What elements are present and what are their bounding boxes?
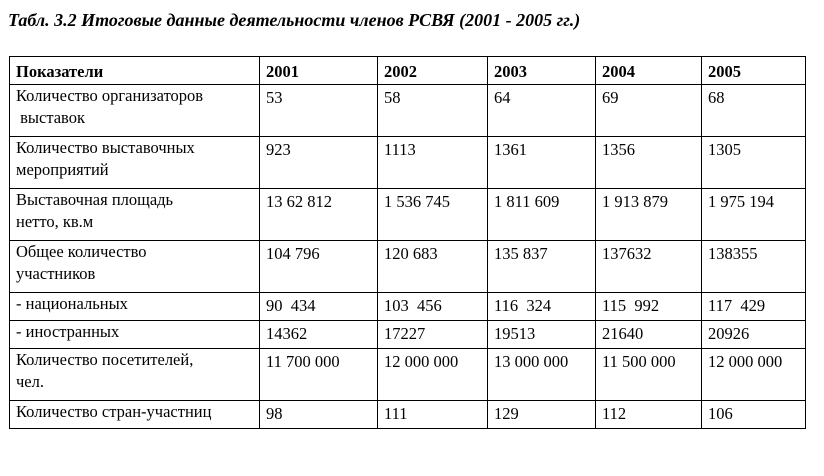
table-cell: 135 837 bbox=[488, 241, 596, 293]
table-cell: 137632 bbox=[596, 241, 702, 293]
table-cell: 1 975 194 bbox=[702, 189, 806, 241]
table-cell: 923 bbox=[260, 137, 378, 189]
table-row bbox=[10, 321, 806, 349]
table-row bbox=[10, 401, 806, 429]
data-table bbox=[9, 56, 806, 429]
table-row bbox=[10, 293, 806, 321]
column-header: 2003 bbox=[488, 57, 596, 85]
table-cell: 111 bbox=[378, 401, 488, 429]
table-cell: 12 000 000 bbox=[702, 349, 806, 401]
table-cell: 1 913 879 bbox=[596, 189, 702, 241]
column-header: 2004 bbox=[596, 57, 702, 85]
table-row bbox=[10, 189, 806, 241]
table-row bbox=[10, 349, 806, 401]
table-cell: 58 bbox=[378, 85, 488, 137]
table-cell: 12 000 000 bbox=[378, 349, 488, 401]
row-label: Общее количество участников bbox=[10, 241, 260, 293]
table-cell: 117 429 bbox=[702, 293, 806, 321]
table-cell: 53 bbox=[260, 85, 378, 137]
table-cell: 1113 bbox=[378, 137, 488, 189]
table-cell: 90 434 bbox=[260, 293, 378, 321]
table-cell: 1305 bbox=[702, 137, 806, 189]
table-cell: 116 324 bbox=[488, 293, 596, 321]
column-header: 2002 bbox=[378, 57, 488, 85]
column-header: 2001 bbox=[260, 57, 378, 85]
row-label: - национальных bbox=[10, 293, 260, 321]
table-cell: 98 bbox=[260, 401, 378, 429]
table-cell: 1 811 609 bbox=[488, 189, 596, 241]
row-label: Количество выставочных мероприятий bbox=[10, 137, 260, 189]
table-row bbox=[10, 241, 806, 293]
table-cell: 20926 bbox=[702, 321, 806, 349]
table-cell: 129 bbox=[488, 401, 596, 429]
table-cell: 17227 bbox=[378, 321, 488, 349]
table-row bbox=[10, 137, 806, 189]
table-cell: 1361 bbox=[488, 137, 596, 189]
table-cell: 68 bbox=[702, 85, 806, 137]
column-header: 2005 bbox=[702, 57, 806, 85]
row-label: - иностранных bbox=[10, 321, 260, 349]
table-cell: 106 bbox=[702, 401, 806, 429]
table-cell: 13 000 000 bbox=[488, 349, 596, 401]
table-cell: 64 bbox=[488, 85, 596, 137]
table-cell: 21640 bbox=[596, 321, 702, 349]
table-cell: 69 bbox=[596, 85, 702, 137]
column-header: Показатели bbox=[10, 57, 260, 85]
table-caption: Табл. 3.2 Итоговые данные деятельности членов РСВЯ (2001 - 2005 гг.) bbox=[8, 10, 581, 30]
table-row bbox=[10, 85, 806, 137]
table-cell: 115 992 bbox=[596, 293, 702, 321]
table-cell: 120 683 bbox=[378, 241, 488, 293]
table-cell: 11 500 000 bbox=[596, 349, 702, 401]
row-label: Выставочная площадь нетто, кв.м bbox=[10, 189, 260, 241]
table-cell: 14362 bbox=[260, 321, 378, 349]
table-cell: 138355 bbox=[702, 241, 806, 293]
table-cell: 103 456 bbox=[378, 293, 488, 321]
table-cell: 13 62 812 bbox=[260, 189, 378, 241]
row-label: Количество стран-участниц bbox=[10, 401, 260, 429]
row-label: Количество организаторов выставок bbox=[10, 85, 260, 137]
table-cell: 104 796 bbox=[260, 241, 378, 293]
row-label: Количество посетителей, чел. bbox=[10, 349, 260, 401]
table-cell: 19513 bbox=[488, 321, 596, 349]
table-cell: 11 700 000 bbox=[260, 349, 378, 401]
table-header-row bbox=[10, 57, 806, 85]
table-cell: 1 536 745 bbox=[378, 189, 488, 241]
table-cell: 1356 bbox=[596, 137, 702, 189]
table-cell: 112 bbox=[596, 401, 702, 429]
